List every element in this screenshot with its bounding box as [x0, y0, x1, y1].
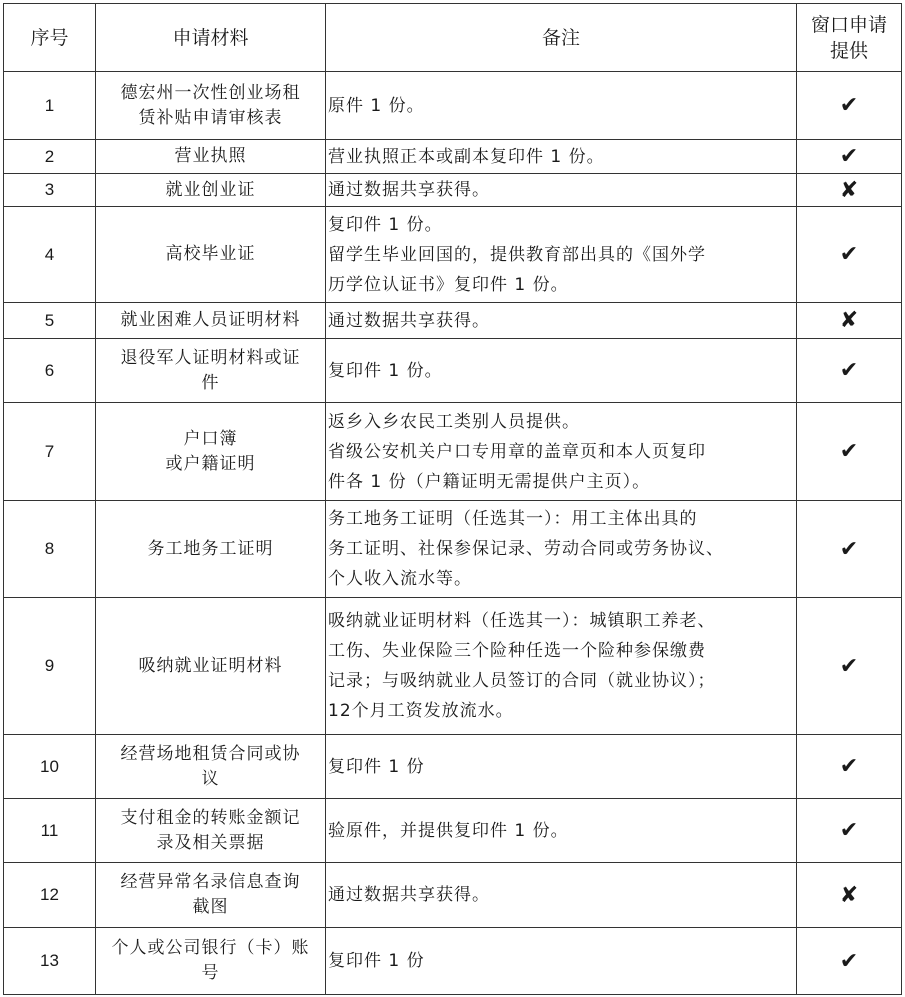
note-line: 12个月工资发放流水。: [328, 701, 514, 721]
cross-icon: ✘: [839, 177, 859, 203]
table-row: [4, 174, 902, 207]
table-row: [4, 928, 902, 995]
table-row: [4, 339, 902, 403]
material-cell: [96, 339, 326, 403]
material-line: 户口簿: [183, 428, 238, 449]
material-cell: [96, 799, 326, 863]
header-window-line: 窗口申请: [810, 13, 887, 36]
note-cell: [326, 501, 797, 598]
material-line: 号: [201, 963, 220, 983]
material-line: 录及相关票据: [156, 832, 265, 853]
window-provided-cell: [797, 72, 902, 140]
table-row: [4, 863, 902, 928]
table-row: [4, 501, 902, 598]
row-number: 12: [4, 863, 96, 928]
note-line: 个人收入流水等。: [328, 569, 472, 589]
note-line: 复印件 1 份。: [328, 214, 443, 235]
note-cell: [326, 339, 797, 403]
material-line: 赁补贴申请审核表: [138, 107, 283, 128]
material-cell: [96, 928, 326, 995]
note-cell: [326, 735, 797, 799]
check-icon: ✔: [839, 242, 859, 267]
note-line: 省级公安机关户口专用章的盖章页和本人页复印: [328, 441, 706, 462]
row-number: 3: [4, 174, 96, 207]
note-cell: [326, 928, 797, 995]
window-provided-cell: [797, 928, 902, 995]
note-line: 通过数据共享获得。: [328, 310, 490, 331]
note-line: 复印件 1 份: [328, 756, 425, 777]
row-number: 5: [4, 303, 96, 339]
material-line: 德宏州一次性创业场租: [120, 82, 301, 103]
check-icon: ✔: [839, 439, 859, 464]
window-provided-cell: [797, 799, 902, 863]
materials-table: [3, 3, 902, 995]
window-provided-cell: [797, 303, 902, 339]
note-cell: [326, 72, 797, 140]
row-number: 8: [4, 501, 96, 598]
material-cell: [96, 501, 326, 598]
note-cell: [326, 799, 797, 863]
material-line: 个人或公司银行（卡）账: [111, 938, 310, 958]
header-window-line: 提供: [829, 39, 868, 62]
note-line: 务工证明、社保参保记录、劳动合同或劳务协议、: [328, 539, 724, 559]
check-icon: ✔: [839, 358, 859, 383]
cross-icon: ✘: [839, 882, 859, 908]
header-note: 备注: [326, 4, 797, 72]
material-line: 议: [201, 768, 220, 789]
note-line: 记录；与吸纳就业人员签订的合同（就业协议）；: [328, 671, 716, 691]
table-row: [4, 207, 902, 303]
note-cell: [326, 207, 797, 303]
material-line: 截图: [192, 897, 229, 917]
check-icon: ✔: [839, 93, 859, 118]
window-provided-cell: [797, 174, 902, 207]
table-row: [4, 735, 902, 799]
note-line: 复印件 1 份。: [328, 360, 443, 381]
material-line: 营业执照: [174, 146, 247, 166]
note-line: 通过数据共享获得。: [328, 180, 490, 200]
material-line: 或户籍证明: [165, 453, 256, 474]
row-number: 10: [4, 735, 96, 799]
material-cell: [96, 207, 326, 303]
note-line: 件各 1 份（户籍证明无需提供户主页）。: [328, 471, 651, 492]
material-line: 就业困难人员证明材料: [120, 310, 301, 330]
window-provided-cell: [797, 339, 902, 403]
note-line: 通过数据共享获得。: [328, 885, 490, 905]
material-line: 高校毕业证: [165, 244, 256, 264]
material-line: 支付租金的转账金额记: [120, 807, 301, 828]
material-cell: [96, 140, 326, 174]
table-row: [4, 403, 902, 501]
table-row: [4, 799, 902, 863]
window-provided-cell: [797, 598, 902, 735]
note-line: 返乡入乡农民工类别人员提供。: [328, 411, 580, 432]
note-line: 留学生毕业回国的，提供教育部出具的《国外学: [328, 244, 706, 265]
note-line: 营业执照正本或副本复印件 1 份。: [328, 146, 605, 167]
material-line: 件: [201, 372, 220, 393]
window-provided-cell: [797, 863, 902, 928]
note-line: 务工地务工证明（任选其一）：用工主体出具的: [328, 509, 698, 529]
row-number: 7: [4, 403, 96, 501]
row-number: 2: [4, 140, 96, 174]
table-row: [4, 598, 902, 735]
table-row: [4, 72, 902, 140]
cross-icon: ✘: [839, 308, 859, 333]
note-line: 原件 1 份。: [328, 95, 425, 116]
note-cell: [326, 174, 797, 207]
header-row: [4, 4, 902, 72]
note-cell: [326, 598, 797, 735]
material-line: 退役军人证明材料或证: [120, 347, 301, 368]
row-number: 13: [4, 928, 96, 995]
note-line: 历学位认证书》复印件 1 份。: [328, 274, 569, 295]
check-icon: ✔: [839, 754, 859, 779]
window-provided-cell: [797, 403, 902, 501]
note-line: 验原件，并提供复印件 1 份。: [328, 820, 569, 841]
header-material: 申请材料: [96, 4, 326, 72]
check-icon: ✔: [839, 144, 859, 169]
material-line: 就业创业证: [165, 179, 256, 200]
table-row: [4, 303, 902, 339]
material-line: 经营异常名录信息查询: [120, 872, 301, 892]
material-cell: [96, 403, 326, 501]
header-window: [797, 4, 902, 72]
note-cell: [326, 403, 797, 501]
material-cell: [96, 735, 326, 799]
note-cell: [326, 303, 797, 339]
row-number: 9: [4, 598, 96, 735]
note-line: 吸纳就业证明材料（任选其一）：城镇职工养老、: [328, 611, 716, 631]
row-number: 6: [4, 339, 96, 403]
material-line: 吸纳就业证明材料: [138, 655, 283, 676]
material-cell: [96, 72, 326, 140]
material-cell: [96, 174, 326, 207]
material-cell: [96, 303, 326, 339]
note-line: 复印件 1 份: [328, 951, 425, 971]
note-cell: [326, 140, 797, 174]
table-row: [4, 140, 902, 174]
window-provided-cell: [797, 501, 902, 598]
row-number: 4: [4, 207, 96, 303]
check-icon: ✔: [839, 818, 859, 843]
note-cell: [326, 863, 797, 928]
window-provided-cell: [797, 140, 902, 174]
check-icon: ✔: [839, 653, 859, 679]
table-body: [4, 72, 902, 995]
material-line: 务工地务工证明: [147, 538, 274, 559]
window-provided-cell: [797, 207, 902, 303]
header-no: 序号: [4, 4, 96, 72]
note-line: 工伤、失业保险三个险种任选一个险种参保缴费: [328, 641, 706, 661]
window-provided-cell: [797, 735, 902, 799]
row-number: 11: [4, 799, 96, 863]
material-cell: [96, 863, 326, 928]
material-cell: [96, 598, 326, 735]
row-number: 1: [4, 72, 96, 140]
check-icon: ✔: [839, 536, 859, 562]
material-line: 经营场地租赁合同或协: [120, 743, 301, 764]
check-icon: ✔: [839, 948, 859, 974]
